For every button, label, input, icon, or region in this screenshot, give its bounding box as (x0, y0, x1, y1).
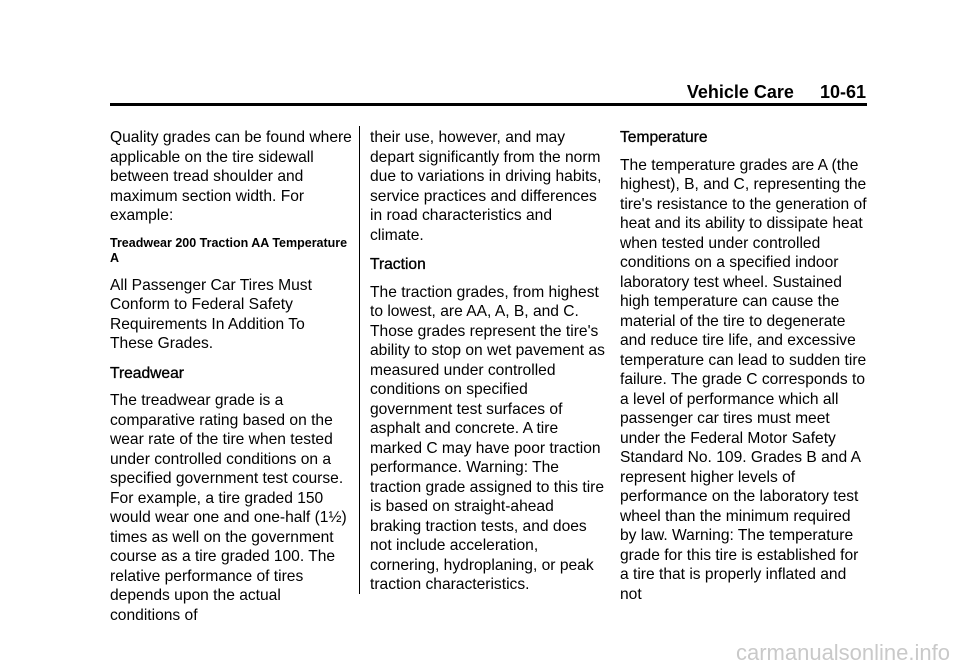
column-2 (370, 128, 608, 595)
traction-paragraph: The traction grades, from highest to lowest, are AA, A, B, and C. Those grades represent the tire's ability to stop on wet pavement as measured under controlled conditions on specified government test surfaces of asphalt and concrete. A tire marked C may have poor traction performance. Warning: The traction grade assigned to this tire is based on straight-ahead braking traction tests, and does not include acceleration, cornering, hydroplaning, or peak traction characteristics. (370, 283, 605, 593)
grade-example: Treadwear 200 Traction AA Temperature A (110, 235, 348, 265)
column-1 (110, 128, 352, 625)
temperature-paragraph: The temperature grades are A (the highest), B, and C, representing the tire's resistance to the generation of heat and its ability to dissipate heat when tested under controlled conditions on a specified indoor laboratory test wheel. Sustained high temperature can cause the material of the tire to degenerate and reduce tire life, and excessive temperature can lead to sudden tire failure. The grade C corresponds to a level of performance which all passenger car tires must meet under the Federal Motor Safety Standard No. 109. Grades B and A represent higher levels of performance on the laboratory test wheel than the minimum required by law. Warning: The temperature grade for this tire is established for a tire that is properly inflated and not (620, 156, 867, 603)
column-3 (620, 128, 870, 604)
page-header (110, 80, 866, 104)
traction-heading: Traction (370, 256, 426, 273)
treadwear-heading: Treadwear (110, 364, 184, 382)
intro-paragraph: Quality grades can be found where applicable on the tire sidewall between tread shoulder and maximum section width. For example: (110, 129, 352, 224)
temperature-heading: Temperature (620, 129, 708, 146)
header-rule (110, 103, 867, 106)
treadwear-paragraph: The treadwear grade is a comparative rating based on the wear rate of the tire when tested under controlled conditions on a specified government test course. For example, a tire graded 150 would wear one and one-half (1½) times as well on the government course as a tire graded 100. The relative performance of tires depends upon the actual conditions of (110, 392, 347, 624)
section-title: Vehicle Care (686, 82, 794, 102)
column-divider (359, 126, 360, 594)
continued-paragraph: their use, however, and may depart significantly from the norm due to variations in driving habits, service practices and differences in road characteristics and climate. (370, 129, 602, 244)
watermark: carmanualsonline.info (735, 640, 950, 665)
federal-notice: All Passenger Car Tires Must Conform to Federal Safety Requirements In Addition To These Grades. (110, 276, 312, 352)
page-number: 10-61 (819, 82, 866, 102)
